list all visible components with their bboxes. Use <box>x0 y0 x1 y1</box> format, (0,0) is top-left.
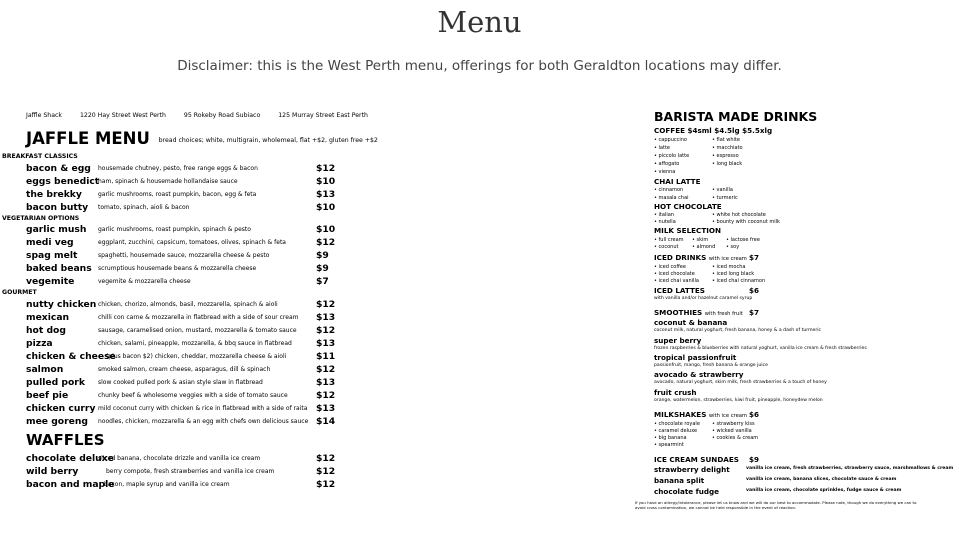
item-name: vegemite <box>26 276 75 287</box>
item-desc: sliced banana, chocolate drizzle and vanilla ice cream <box>98 455 261 462</box>
smoothie-name: tropical passionfruit <box>654 353 737 362</box>
bullet-item: • big banana <box>654 435 687 441</box>
item-price: $10 <box>316 202 336 213</box>
bullet-item: • vanilla <box>712 187 733 193</box>
bullet-item: • coconut <box>654 244 679 250</box>
item-desc: slow cooked pulled pork & asian style slaw in flatbread <box>98 379 263 386</box>
item-price: $9 <box>316 250 329 261</box>
page-title: Menu <box>437 5 522 39</box>
chai-heading: CHAI LATTE <box>654 177 701 186</box>
locations-line <box>26 112 384 119</box>
waffles-title: WAFFLES <box>26 431 105 449</box>
drinks-menu-image <box>630 108 954 518</box>
menu-item <box>26 237 336 249</box>
menu-item <box>26 377 336 389</box>
smoothie-name: avocado & strawberry <box>654 370 744 379</box>
item-name: mexican <box>26 312 70 323</box>
menu-item <box>26 202 336 214</box>
sundae-desc: vanilla ice cream, fresh strawberries, strawberry sauce, marshmallows & cream <box>746 466 954 471</box>
item-name: chicken & cheese <box>26 351 116 362</box>
menu-item <box>26 479 336 491</box>
item-desc: vegemite & mozzarella cheese <box>98 278 191 285</box>
bullet-item: • iced chai cinnamon <box>712 278 766 284</box>
milkshakes-heading <box>654 410 760 419</box>
item-price: $12 <box>316 479 336 490</box>
bullet-item: • macchiato <box>712 145 743 151</box>
sundae-name: chocolate fudge <box>654 487 720 496</box>
disclaimer-text: Disclaimer: this is the West Perth menu, offerings for both Geraldton locations may differ. <box>177 58 782 74</box>
item-name: medi veg <box>26 237 74 248</box>
smoothies-sub: with fresh fruit <box>704 311 743 317</box>
item-name: salmon <box>26 364 64 375</box>
item-price: $14 <box>316 416 336 427</box>
menu-item <box>26 351 336 363</box>
item-price: $12 <box>316 390 336 401</box>
smoothie-desc: frozen raspberries & blueberries with natural yoghurt, vanilla ice cream & fresh strawberries <box>654 346 867 351</box>
smoothies-price: $7 <box>749 308 760 317</box>
sundae-row <box>654 476 897 485</box>
item-name: bacon & egg <box>26 163 91 174</box>
item-desc: chunky beef & wholesome veggies with a side of tomato sauce <box>98 392 288 399</box>
bullet-item: • white hot chocolate <box>712 212 766 218</box>
item-name: hot dog <box>26 325 66 336</box>
iced-lattes-title: ICED LATTES <box>654 286 705 295</box>
item-price: $12 <box>316 325 336 336</box>
item-name: spag melt <box>26 250 78 261</box>
bullet-item: • strawberry kiss <box>712 421 755 427</box>
bullet-item: • affogato <box>654 161 680 167</box>
item-price: $12 <box>316 237 336 248</box>
item-name: pulled pork <box>26 377 85 388</box>
smoothies-heading <box>654 308 760 317</box>
item-name: the brekky <box>26 189 82 200</box>
sundaes-title: ICE CREAM SUNDAES <box>654 455 739 464</box>
item-desc: sausage, caramelised onion, mustard, mozzarella & tomato sauce <box>98 327 297 334</box>
item-desc: smoked salmon, cream cheese, asparagus, dill & spinach <box>98 366 271 373</box>
item-price: $13 <box>316 189 336 200</box>
bullet-item: • turmeric <box>712 195 738 201</box>
bullet-item: • iced chocolate <box>654 271 695 277</box>
menu-item <box>26 176 336 188</box>
item-desc: chicken, salami, pineapple, mozzarella, & bbq sauce in flatbread <box>98 340 292 347</box>
item-price: $12 <box>316 163 336 174</box>
bullet-item: • masala chai <box>654 195 689 201</box>
bullet-item: • caramel deluxe <box>654 428 698 434</box>
menu-item <box>26 416 336 428</box>
hot-chocolate-heading: HOT CHOCOLATE <box>654 202 722 211</box>
menu-item <box>26 466 336 478</box>
sundae-desc: vanilla ice cream, banana slices, chocolate sauce & cream <box>746 477 897 482</box>
item-desc: housemade chutney, pesto, free range eggs & bacon <box>98 165 258 172</box>
item-name: bacon and maple <box>26 479 115 490</box>
milkshakes-price: $6 <box>749 410 760 419</box>
milkshakes-sub: with ice cream <box>708 413 747 419</box>
item-desc: spaghetti, housemade sauce, mozzarella cheese & pesto <box>98 252 270 259</box>
bullet-item: • wicked vanilla <box>712 428 752 434</box>
bullet-item: • italian <box>654 212 674 218</box>
item-desc: bacon, maple syrup and vanilla ice cream <box>104 481 230 488</box>
coffee-heading: COFFEE $4sml $4.5lg $5.5xlg <box>654 126 773 135</box>
location: Jaffle Shack <box>26 112 62 119</box>
item-desc: ham, spinach & housemade hollandaise sauce <box>98 178 238 185</box>
iced-lattes-desc: with vanilla and/or hazelnut caramel syrup <box>654 296 753 301</box>
bullet-item: • cookies & cream <box>712 435 759 441</box>
bullet-item: • bounty with coconut milk <box>712 219 780 225</box>
menu-item <box>26 189 336 201</box>
item-price: $9 <box>316 263 329 274</box>
iced-drinks-sub: with ice cream <box>708 256 747 262</box>
item-price: $13 <box>316 312 336 323</box>
bullet-item: • lactose free <box>726 237 760 243</box>
iced-lattes-price: $6 <box>749 286 760 295</box>
item-name: mee goreng <box>26 416 89 427</box>
item-price: $11 <box>316 351 336 362</box>
bullet-item: • spearmint <box>654 442 684 448</box>
item-name: pizza <box>26 338 53 349</box>
smoothie-desc: passionfruit, mango, fresh banana & orange juice <box>654 363 768 368</box>
menu-item <box>26 263 336 275</box>
bullet-item: • espresso <box>712 153 739 159</box>
item-desc: chilli con carne & mozzarella in flatbread with a side of sour cream <box>98 314 299 321</box>
bullet-item: • iced long black <box>712 271 755 277</box>
sundae-row <box>654 465 954 474</box>
item-price: $12 <box>316 453 336 464</box>
smoothies-title: SMOOTHIES <box>654 308 703 317</box>
bread-note: bread choices; white, multigrain, wholemeal, flat +$2, gluten free +$2 <box>158 137 378 144</box>
bullet-item: • almond <box>692 244 716 250</box>
item-price: $12 <box>316 299 336 310</box>
jaffle-title-text: JAFFLE MENU <box>26 129 150 148</box>
sundae-name: strawberry delight <box>654 465 730 474</box>
menu-item <box>26 325 336 337</box>
sundaes-heading <box>654 455 760 464</box>
location: 1220 Hay Street West Perth <box>79 112 166 119</box>
menu-item <box>26 338 336 350</box>
bullet-item: • iced coffee <box>654 264 686 270</box>
bullet-item: • full cream <box>654 237 684 243</box>
smoothie-name: super berry <box>654 336 702 345</box>
smoothie-desc: avocado, natural yoghurt, skim milk, fresh strawberries & a touch of honey <box>654 380 827 385</box>
item-desc: mild coconut curry with chicken & rice in flatbread with a side of raita <box>98 405 308 412</box>
bullet-item: • iced mocha <box>712 264 746 270</box>
item-desc: tomato, spinach, aioli & bacon <box>98 204 190 211</box>
category-vegetarian: VEGETARIAN OPTIONS <box>2 215 80 222</box>
milkshakes-title: MILKSHAKES <box>654 410 707 419</box>
item-price: $13 <box>316 338 336 349</box>
bullet-item: • cappuccino <box>654 137 687 143</box>
sundae-row <box>654 487 902 496</box>
item-price: $10 <box>316 176 336 187</box>
iced-drinks-heading <box>654 253 760 262</box>
item-desc: garlic mushrooms, roast pumpkin, bacon, egg & feta <box>98 191 257 198</box>
item-price: $13 <box>316 403 336 414</box>
item-price: $12 <box>316 466 336 477</box>
menu-item <box>26 163 336 175</box>
item-price: $13 <box>316 377 336 388</box>
iced-drinks-title: ICED DRINKS <box>654 253 707 262</box>
allergy-note: If you have an allergy/intolerance, please let us know and we will do our best to accommodate. Please note, though we do everything we can to avoid cross contamination, we cannot be held responsible in the event of reaction. <box>635 500 917 510</box>
item-price: $7 <box>316 276 329 287</box>
bullet-item: • skim <box>692 237 709 243</box>
menu-item <box>26 390 336 402</box>
item-desc: scrumptious housemade beans & mozzarella cheese <box>98 265 257 272</box>
location: 125 Murray Street East Perth <box>278 112 368 119</box>
item-price: $10 <box>316 224 336 235</box>
bullet-item: • latte <box>654 145 670 151</box>
bullet-item: • vienna <box>654 169 676 175</box>
bullet-item: • long black <box>712 161 743 167</box>
iced-lattes-heading <box>654 286 760 295</box>
menu-item <box>26 250 336 262</box>
item-name: wild berry <box>26 466 79 477</box>
item-name: garlic mush <box>26 224 87 235</box>
bullet-item: • soy <box>726 244 740 250</box>
item-desc: chicken, chorizo, almonds, basil, mozzarella, spinach & aioli <box>98 301 278 308</box>
sundaes-price: $9 <box>749 455 760 464</box>
item-name: bacon butty <box>26 202 89 213</box>
bullet-item: • piccolo latte <box>654 153 690 159</box>
item-name: beef pie <box>26 390 69 401</box>
bullet-item: • nutella <box>654 219 676 225</box>
bullet-item: • cinnamon <box>654 187 684 193</box>
item-name: nutty chicken <box>26 299 97 310</box>
item-desc: noodles, chicken, mozzarella & an egg with chefs own delicious sauce <box>98 418 309 425</box>
sundae-desc: vanilla ice cream, chocolate sprinkles, fudge sauce & cream <box>746 488 902 493</box>
item-name: eggs benedict <box>26 176 100 187</box>
bullet-item: • chocolate royale <box>654 421 700 427</box>
item-name: chocolate deluxe <box>26 453 114 464</box>
item-name: baked beans <box>26 263 92 274</box>
menu-item <box>26 453 336 465</box>
menu-item <box>26 299 336 311</box>
item-desc: (plus bacon $2) chicken, cheddar, mozzarella cheese & aioli <box>106 353 287 360</box>
item-desc: garlic mushrooms, roast pumpkin, spinach & pesto <box>98 226 251 233</box>
menu-item <box>26 364 336 376</box>
item-desc: berry compote, fresh strawberries and vanilla ice cream <box>106 468 275 475</box>
bullet-item: • iced chai vanilla <box>654 278 699 284</box>
smoothie-desc: orange, watermelon, strawberries, kiwi fruit, pineapple, honeydew melon <box>654 398 823 403</box>
item-name: chicken curry <box>26 403 96 414</box>
jaffle-menu-image <box>0 108 378 498</box>
smoothie-desc: coconut milk, natural yoghurt, fresh banana, honey & a dash of turmeric <box>654 328 822 333</box>
smoothie-name: coconut & banana <box>654 318 728 327</box>
sundae-name: banana split <box>654 476 705 485</box>
drinks-title: BARISTA MADE DRINKS <box>654 109 818 124</box>
location: 95 Rokeby Road Subiaco <box>183 112 261 119</box>
jaffle-menu-title <box>26 129 378 148</box>
smoothie-name: fruit crush <box>654 388 697 397</box>
bullet-item: • flat white <box>712 137 740 143</box>
category-breakfast: BREAKFAST CLASSICS <box>2 153 78 160</box>
menu-item <box>26 224 336 236</box>
category-gourmet: GOURMET <box>2 289 37 296</box>
milk-heading: MILK SELECTION <box>654 226 722 235</box>
menu-item <box>26 403 336 415</box>
item-price: $12 <box>316 364 336 375</box>
menu-item <box>26 276 336 288</box>
iced-drinks-price: $7 <box>749 253 760 262</box>
menu-item <box>26 312 336 324</box>
item-desc: eggplant, zucchini, capsicum, tomatoes, olives, spinach & feta <box>98 239 286 246</box>
